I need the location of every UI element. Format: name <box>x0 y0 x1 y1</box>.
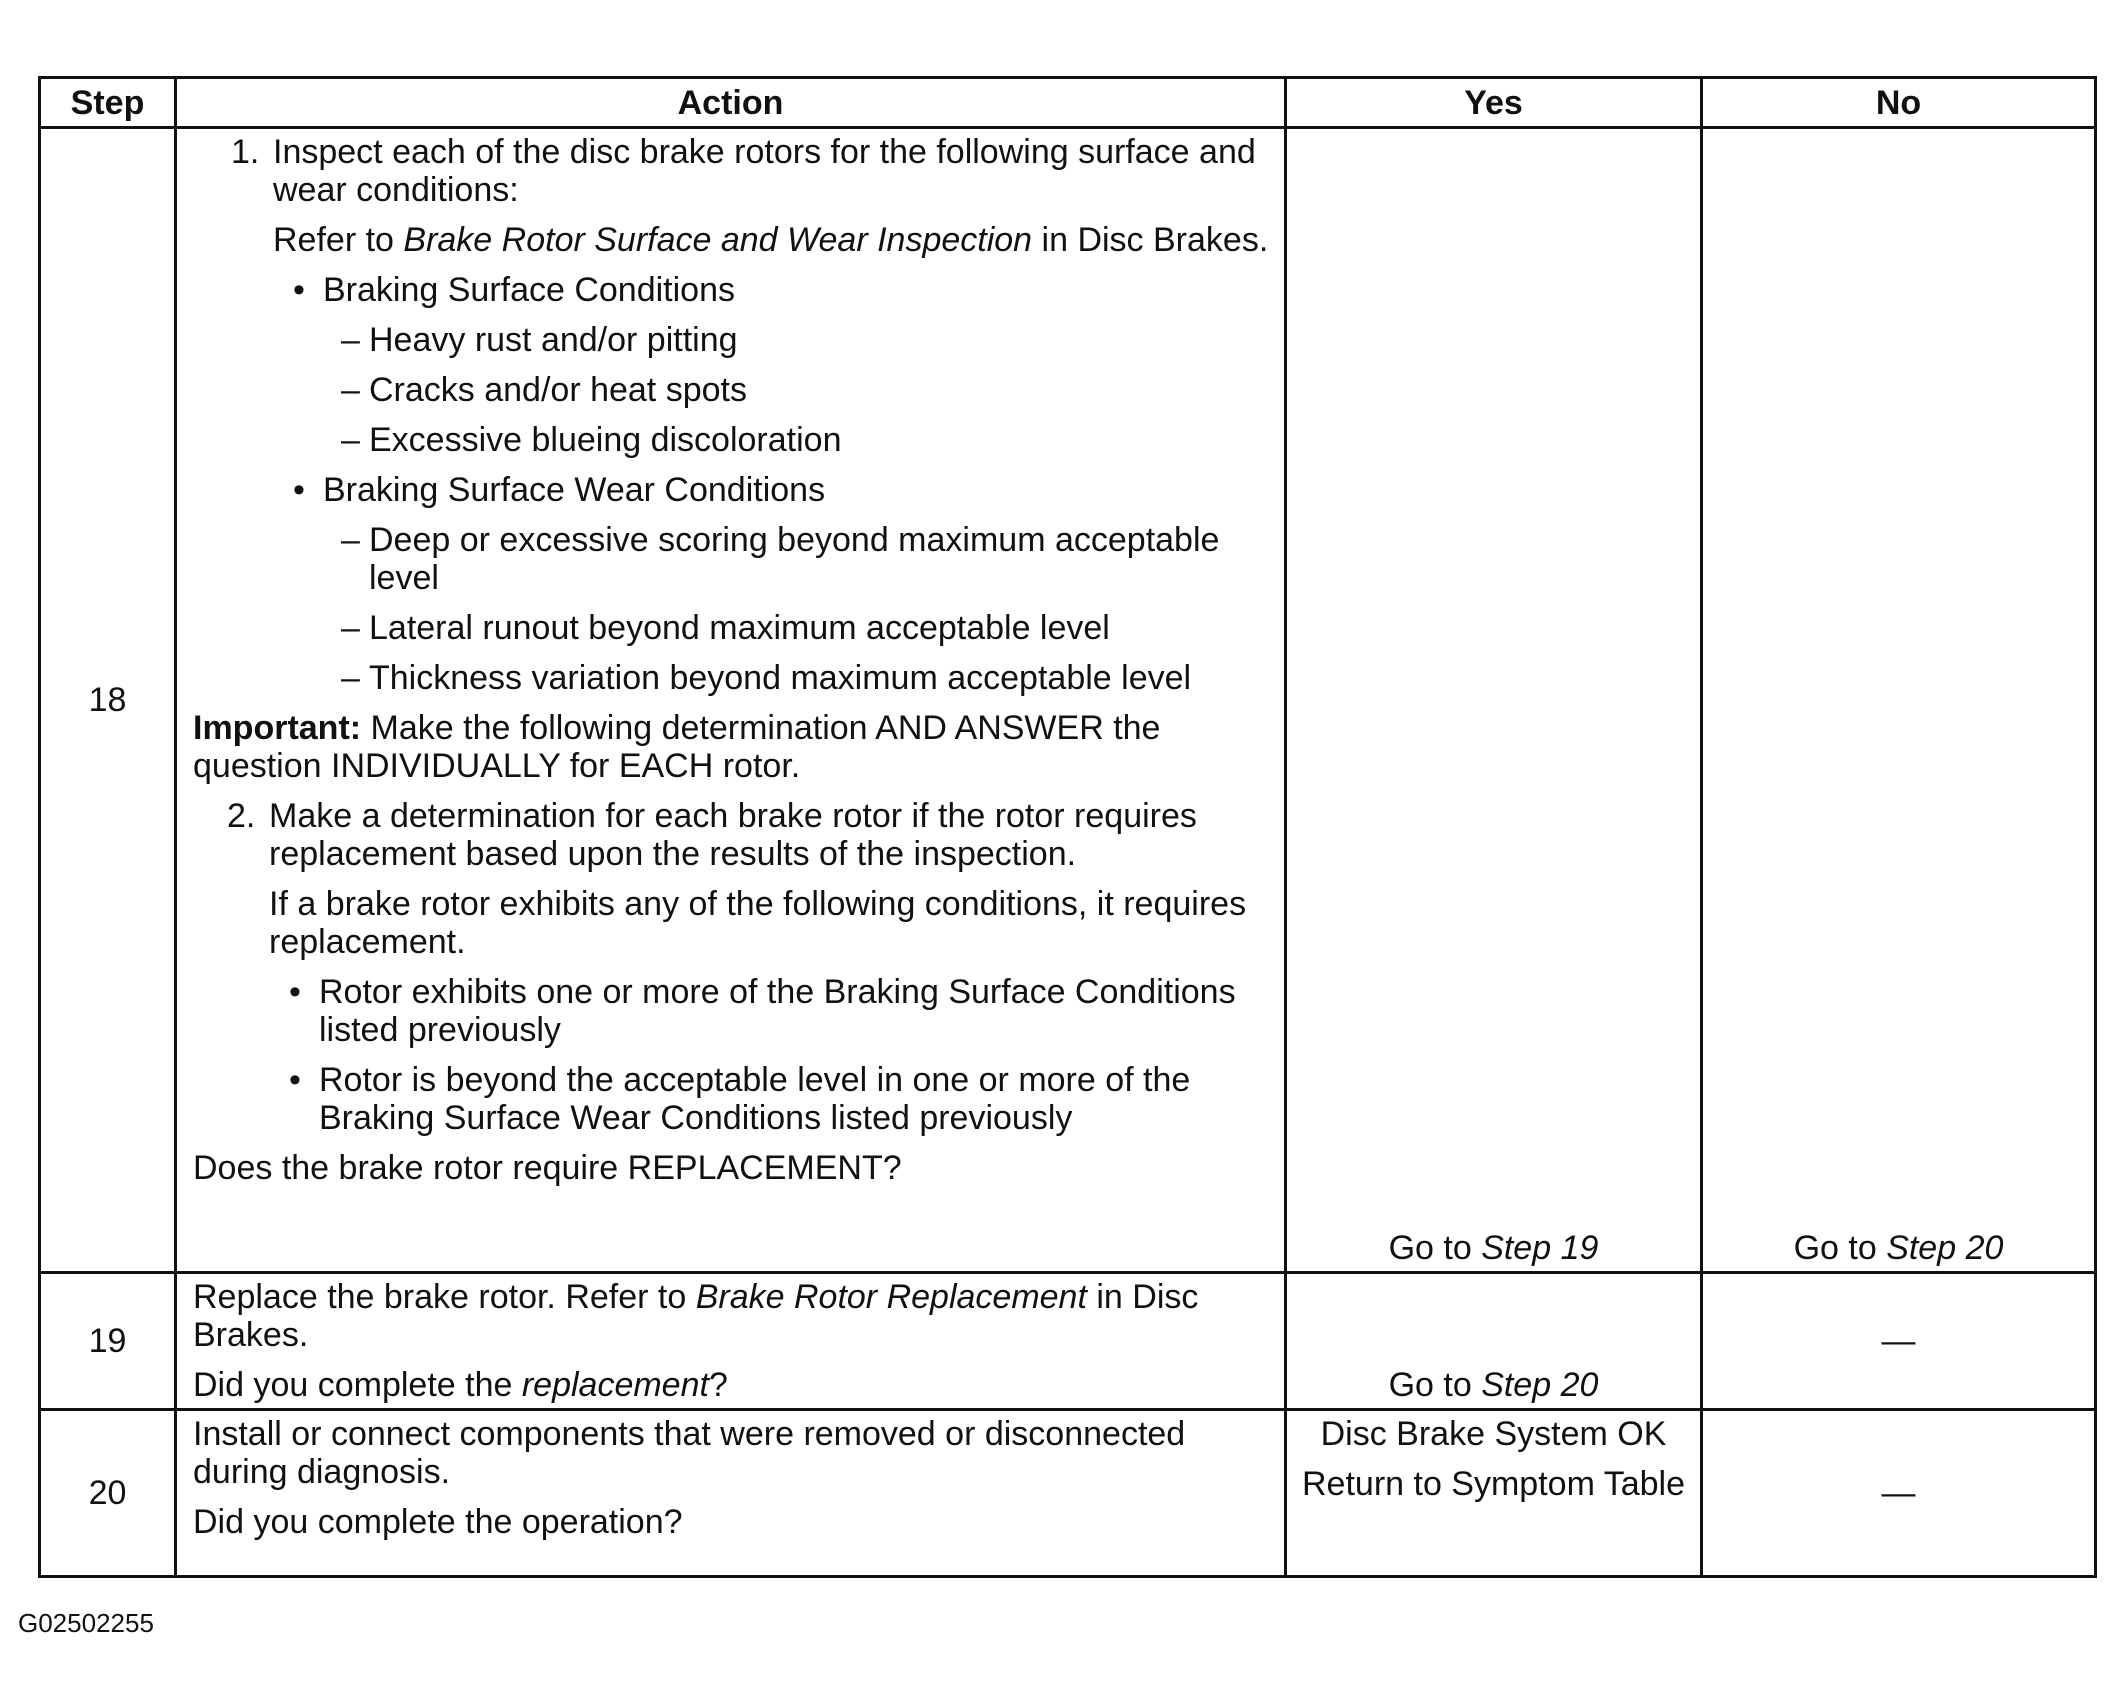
action-text: Install or connect components that were removed or disconnected during diagnosis. <box>193 1415 1186 1491</box>
step-number: 18 <box>40 128 176 1273</box>
dash-item: – Heavy rust and/or pitting <box>341 321 738 359</box>
yes-cell <box>1286 1410 1702 1577</box>
table-row-step-20 <box>40 1410 2096 1577</box>
action-text: Replace the brake rotor. Refer to Brake Rotor Replacement in Disc Brakes. <box>193 1278 1199 1354</box>
numbered-item-1: 1. Inspect each of the disc brake rotors for the following surface and wear conditions: <box>231 133 1256 209</box>
refer-note: Refer to Brake Rotor Surface and Wear Inspection in Disc Brakes. <box>273 221 1269 259</box>
yes-cell: Go to Step 19 <box>1286 128 1702 1273</box>
action-cell <box>176 128 1286 1273</box>
header-step: Step <box>40 78 176 128</box>
dash-item: – Lateral runout beyond maximum acceptable level <box>341 609 1110 647</box>
refer-link-text: Brake Rotor Surface and Wear Inspection <box>403 221 1033 259</box>
question-text: Did you complete the replacement? <box>193 1366 728 1404</box>
bullet-item: • Rotor exhibits one or more of the Braking Surface Conditions listed previously <box>289 973 1236 1049</box>
header-yes: Yes <box>1286 78 1702 128</box>
step-number: 20 <box>40 1410 176 1577</box>
yes-result: Disc Brake System OK <box>1320 1415 1667 1453</box>
dash-item: – Deep or excessive scoring beyond maximum acceptable level <box>341 521 1220 597</box>
no-step-ref: Step 20 <box>1886 1229 2004 1267</box>
header-no: No <box>1702 78 2096 128</box>
yes-step-ref: Step 20 <box>1481 1366 1599 1404</box>
question-text: Does the brake rotor require REPLACEMENT? <box>193 1149 902 1187</box>
dash-item: – Thickness variation beyond maximum acceptable level <box>341 659 1192 697</box>
dash-item: – Excessive blueing discoloration <box>341 421 842 459</box>
action-cell <box>176 1410 1286 1577</box>
refer-link-text: Brake Rotor Replacement <box>695 1278 1087 1316</box>
bullet-item: • Braking Surface Conditions <box>293 271 736 309</box>
step-number: 19 <box>40 1273 176 1410</box>
table-row-step-18 <box>40 128 2096 1273</box>
important-label: Important: <box>193 709 362 747</box>
header-action: Action <box>176 78 1286 128</box>
numbered-item-2: 2. Make a determination for each brake rotor if the rotor requires replacement based upon the results of the inspection. <box>227 797 1197 873</box>
item-2-subtext: If a brake rotor exhibits any of the following conditions, it requires replacement. <box>269 885 1247 961</box>
action-cell <box>176 1273 1286 1410</box>
no-cell: Go to Step 20 <box>1702 128 2096 1273</box>
yes-step-ref: Step 19 <box>1481 1229 1599 1267</box>
yes-cell: Go to Step 20 <box>1286 1273 1702 1410</box>
bullet-item: • Braking Surface Wear Conditions <box>293 471 826 509</box>
question-text: Did you complete the operation? <box>193 1503 683 1541</box>
header-row <box>40 78 2096 128</box>
dash-item: – Cracks and/or heat spots <box>341 371 747 409</box>
important-note: Important: Make the following determination AND ANSWER the question INDIVIDUALLY for EACH rotor. <box>193 709 1161 785</box>
bullet-item: • Rotor is beyond the acceptable level in one or more of the Braking Surface Wear Conditions listed previously <box>289 1061 1191 1137</box>
item-1-text: Inspect each of the disc brake rotors for the following surface and wear conditions: <box>273 133 1256 209</box>
no-cell: — <box>1702 1273 2096 1410</box>
figure-id: G02502255 <box>18 1608 154 1638</box>
no-cell: — <box>1702 1410 2096 1577</box>
table-row-step-19 <box>40 1273 2096 1410</box>
yes-return: Return to Symptom Table <box>1302 1465 1685 1503</box>
diagnostic-table <box>38 76 2097 1578</box>
